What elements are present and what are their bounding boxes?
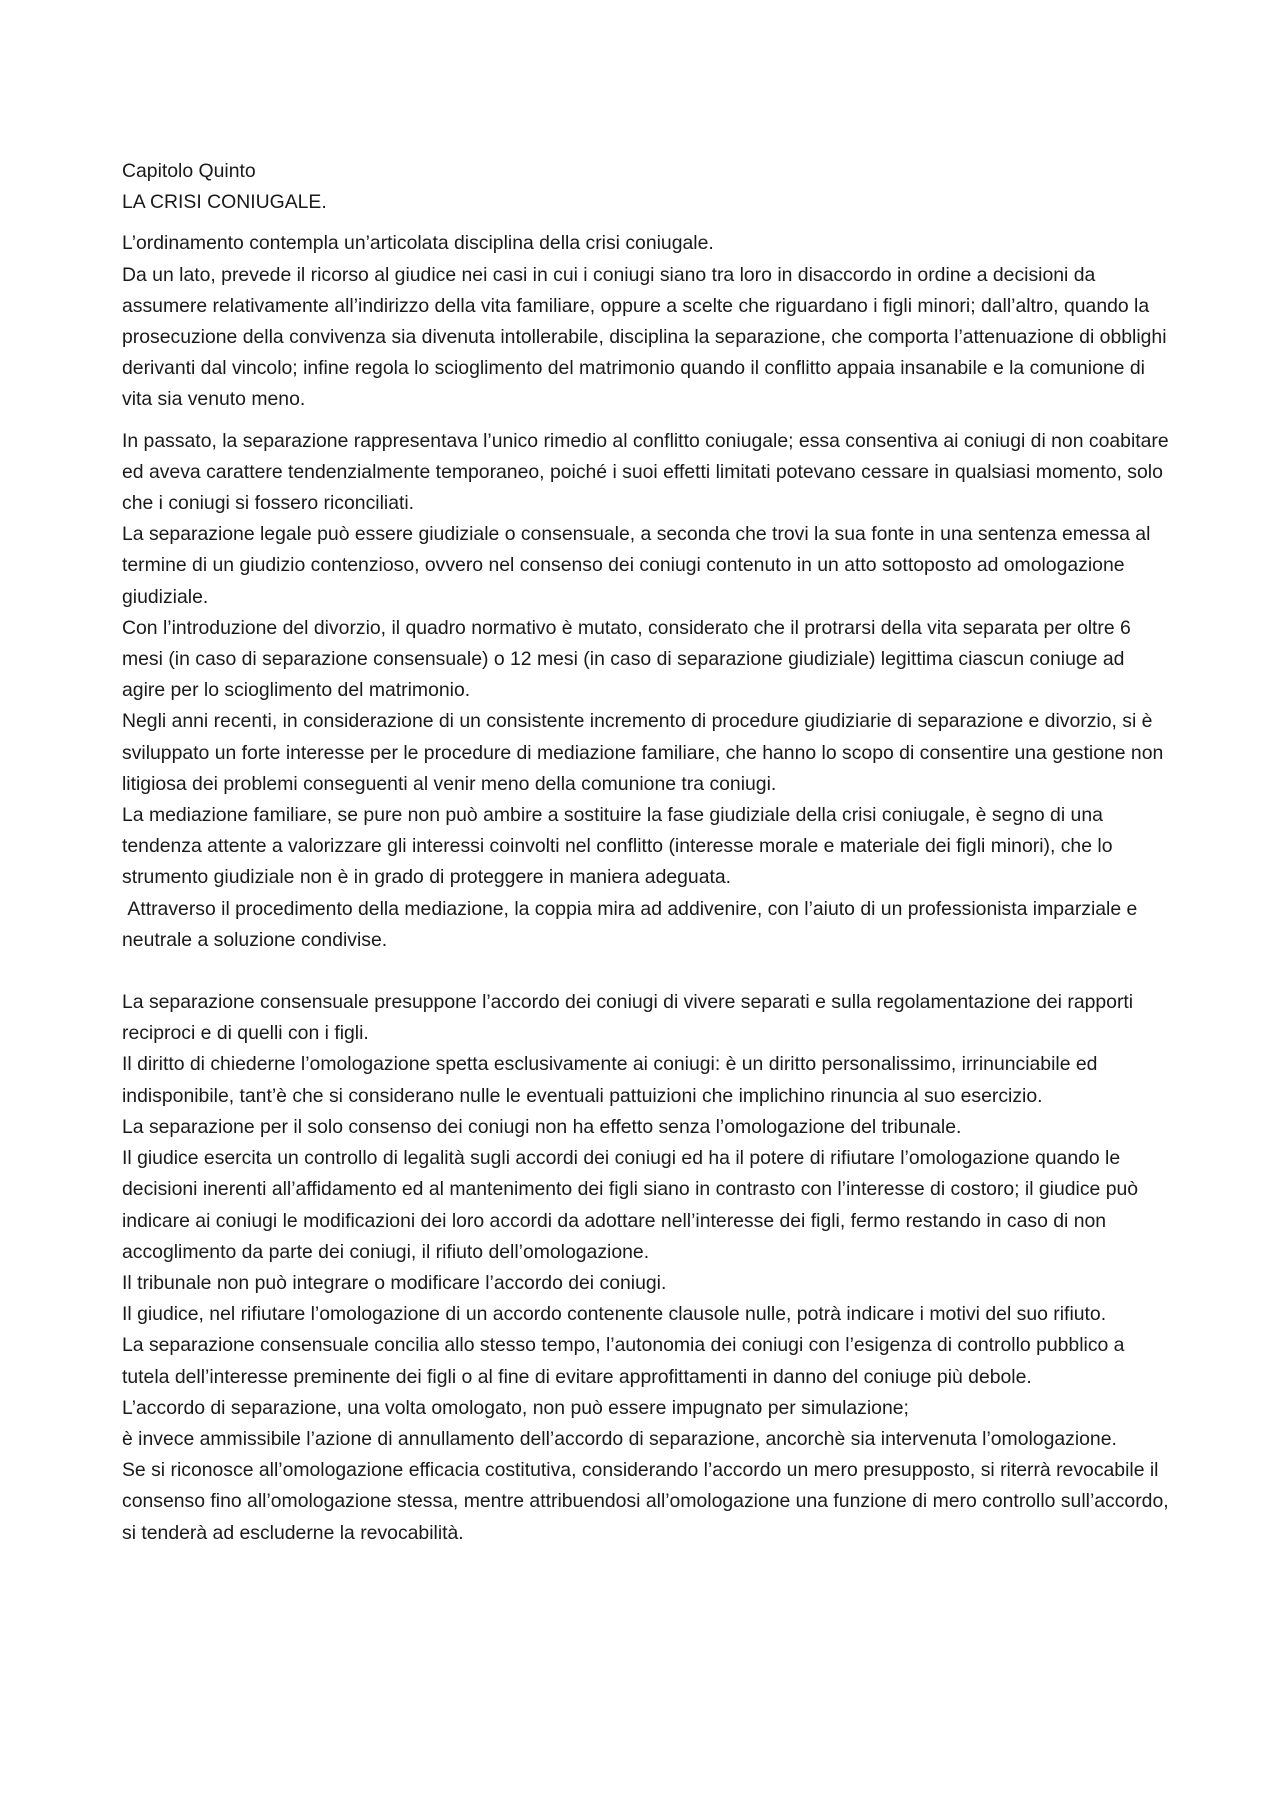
paragraph: è invece ammissibile l’azione di annullamento dell’accordo di separazione, ancorchè sia intervenuta l’omologazione. [122,1427,1117,1450]
paragraph: Se si riconosce all’omologazione efficacia costitutiva, considerando l’accordo un mero presupposto, si riterrà revocabile il consenso fino all’omologazione stessa, mentre attribuendosi all’omologazione una funzione di mero controllo sull’accordo, si tenderà ad escluderne la revocabilità. [122,1459,1169,1544]
paragraph: Il diritto di chiederne l’omologazione spetta esclusivamente ai coniugi: è un diritto personalissimo, irrinunciabile ed indisponibile, tant’è che si considerano nulle le eventuali pattuizioni che implichino rinuncia al suo esercizio. [122,1053,1098,1107]
paragraph: Da un lato, prevede il ricorso al giudice nei casi in cui i coniugi siano tra loro in disaccordo in ordine a decisioni da assumere relativamente all’indirizzo della vita familiare, oppure a scelte che riguardano i figli minori; dall’altro, quando la prosecuzione della convivenza sia divenuta intollerabile, disciplina la separazione, che comporta l’attenuazione di obblighi derivanti dal vincolo; infine regola lo scioglimento del matrimonio quando il conflitto appaia insanabile e la comunione di vita sia venuto meno. [122,263,1167,411]
paragraph: L’ordinamento contempla un’articolata disciplina della crisi coniugale. [122,232,714,255]
document-body [122,156,1170,1549]
paragraph: L’accordo di separazione, una volta omologato, non può essere impugnato per simulazione; [122,1396,909,1419]
paragraph: La separazione per il solo consenso dei coniugi non ha effetto senza l’omologazione del tribunale. [122,1115,962,1138]
paragraph: In passato, la separazione rappresentava l’unico rimedio al conflitto coniugale; essa consentiva ai coniugi di non coabitare ed aveva carattere tendenzialmente temporaneo, poiché i suoi effetti limitati potevano cessare in qualsiasi momento, solo che i coniugi si fossero riconciliati. [122,429,1169,515]
chapter-label: Capitolo Quinto [122,160,256,182]
paragraph: Il giudice, nel rifiutare l’omologazione di un accordo contenente clausole nulle, potrà indicare i motivi del suo rifiuto. [122,1303,1107,1326]
chapter-title: LA CRISI CONIUGALE. [122,191,327,214]
paragraph: La separazione consensuale concilia allo stesso tempo, l’autonomia dei coniugi con l’esigenza di controllo pubblico a tutela dell’interesse preminente dei figli o al fine di evitare approfittamenti in danno del coniuge più debole. [122,1334,1125,1388]
paragraph: Negli anni recenti, in considerazione di un consistente incremento di procedure giudiziarie di separazione e divorzio, si è sviluppato un forte interesse per le procedure di mediazione familiare, che hanno lo scopo di consentire una gestione non litigiosa dei problemi conseguenti al venir meno della comunione tra coniugi. [122,710,1164,795]
paragraph: La mediazione familiare, se pure non può ambire a sostituire la fase giudiziale della crisi coniugale, è segno di una tendenza attente a valorizzare gli interessi coinvolti nel conflitto (interesse morale e materiale dei figli minori), che lo strumento giudiziale non è in grado di proteggere in maniera adeguata. [122,804,1113,889]
paragraph: Il tribunale non può integrare o modificare l’accordo dei coniugi. [122,1271,667,1294]
paragraph: La separazione legale può essere giudiziale o consensuale, a seconda che trovi la sua fonte in una sentenza emessa al termine di un giudizio contenzioso, ovvero nel consenso dei coniugi contenuto in un atto sottoposto ad omologazione giudiziale. [122,523,1151,608]
paragraph: Il giudice esercita un controllo di legalità sugli accordi dei coniugi ed ha il potere di rifiutare l’omologazione quando le decisioni inerenti all’affidamento ed al mantenimento dei figli siano in contrasto con l’interesse di costoro; il giudice può indicare ai coniugi le modificazioni dei loro accordi da adottare nell’interesse dei figli, fermo restando in caso di non accoglimento da parte dei coniugi, il rifiuto dell’omologazione. [122,1147,1139,1263]
paragraph: La separazione consensuale presuppone l’accordo dei coniugi di vivere separati e sulla regolamentazione dei rapporti reciproci e di quelli con i figli. [122,991,1134,1045]
paragraph: Con l’introduzione del divorzio, il quadro normativo è mutato, considerato che il protrarsi della vita separata per oltre 6 mesi (in caso di separazione consensuale) o 12 mesi (in caso di separazione giudiziale) legittima ciascun coniuge ad agire per lo scioglimento del matrimonio. [122,616,1131,702]
paragraph: Attraverso il procedimento della mediazione, la coppia mira ad addivenire, con l’aiuto di un professionista imparziale e neutrale a soluzione condivise. [122,897,1143,951]
